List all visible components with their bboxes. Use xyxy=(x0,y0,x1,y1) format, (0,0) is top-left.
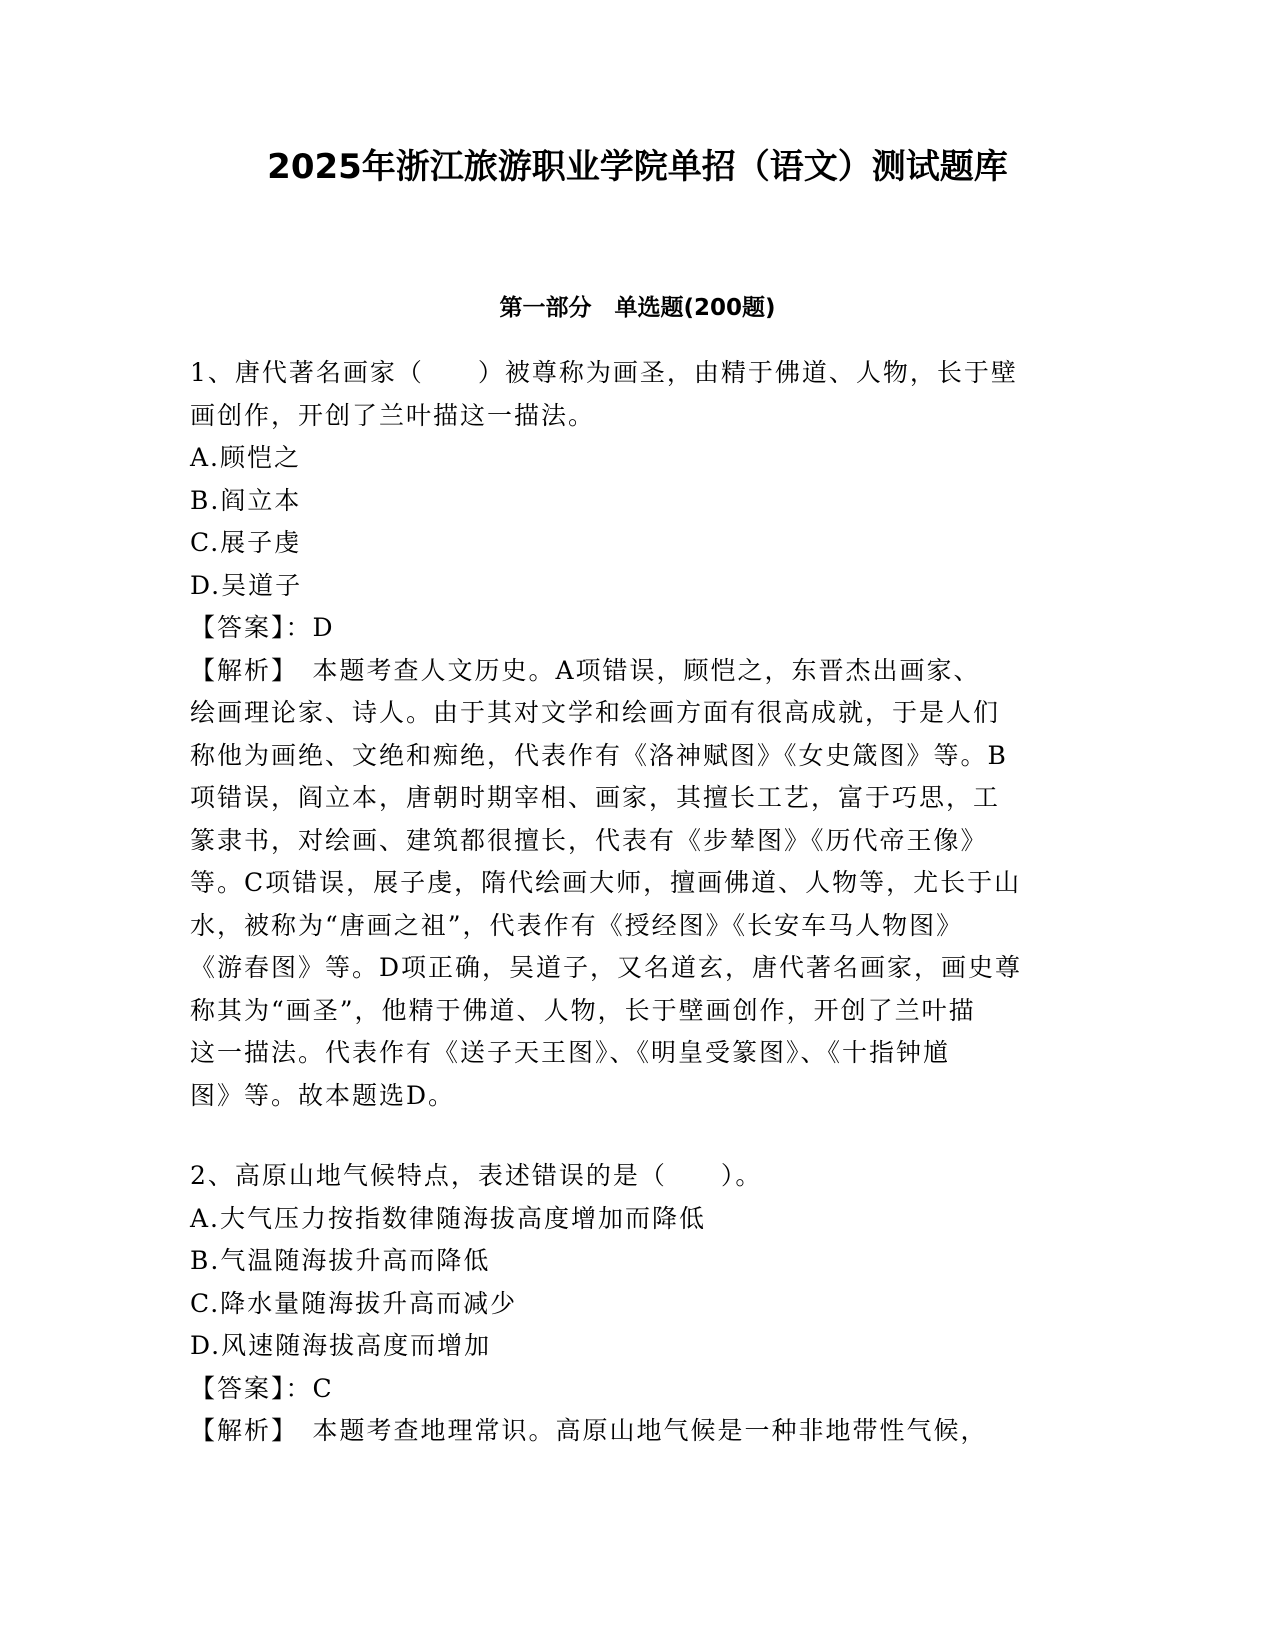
option-c: C.展子虔 xyxy=(190,528,302,557)
question-stem-line: 1、唐代著名画家（ ）被尊称为画圣，由精于佛道、人物，长于壁 xyxy=(190,358,1018,387)
question-stem-line: 画创作，开创了兰叶描这一描法。 xyxy=(190,400,596,430)
analysis-line: 称他为画绝、文绝和痴绝，代表作有《洛神赋图》《女史箴图》等。B xyxy=(190,740,1008,770)
option-a: A.大气压力按指数律随海拔高度增加而降低 xyxy=(190,1203,707,1233)
analysis-line: 篆隶书，对绘画、建筑都很擅长，代表有《步辇图》《历代帝王像》 xyxy=(190,825,988,855)
question-2 xyxy=(190,1155,1090,1453)
analysis-line: 绘画理论家、诗人。由于其对文学和绘画方面有很高成就，于是人们 xyxy=(190,698,1001,727)
option-d: D.吴道子 xyxy=(190,570,303,600)
option-c: C.降水量随海拔升高而减少 xyxy=(190,1288,518,1318)
option-b: B.气温随海拔升高而降低 xyxy=(190,1246,491,1275)
analysis-line: 【解析】 本题考查人文历史。A项错误，顾恺之，东晋杰出画家、 xyxy=(190,655,981,685)
option-b: B.阎立本 xyxy=(190,485,302,515)
answer-line: 【答案】：D xyxy=(190,613,335,642)
document-title: 2025年浙江旅游职业学院单招（语文）测试题库 xyxy=(267,147,1008,187)
analysis-line: 称其为“画圣”，他精于佛道、人物，长于壁画创作，开创了兰叶描 xyxy=(190,995,976,1025)
analysis-line: 这一描法。代表作有《送子天王图》、《明皇受篆图》、《十指钟馗 xyxy=(190,1038,951,1067)
option-a: A.顾恺之 xyxy=(190,443,302,472)
question-1 xyxy=(190,352,1090,1117)
analysis-line: 水，被称为“唐画之祖”，代表作有《授经图》《长安车马人物图》 xyxy=(190,910,964,940)
analysis-line: 等。C项错误，展子虔，隋代绘画大师，擅画佛道、人物等，尤长于山 xyxy=(190,868,1022,897)
analysis-line: 项错误，阎立本，唐朝时期宰相、画家，其擅长工艺，富于巧思，工 xyxy=(190,783,1001,812)
analysis-line: 【解析】 本题考查地理常识。高原山地气候是一种非地带性气候， xyxy=(190,1416,988,1445)
section-title: 第一部分 单选题(200题) xyxy=(499,295,776,321)
analysis-line: 《游春图》等。D项正确，吴道子，又名道玄，唐代著名画家，画史尊 xyxy=(190,953,1023,982)
answer-line: 【答案】：C xyxy=(190,1373,334,1403)
analysis-line: 图》等。故本题选D。 xyxy=(190,1080,456,1110)
question-stem-line: 2、高原山地气候特点，表述错误的是（ ）。 xyxy=(190,1161,763,1190)
option-d: D.风速随海拔高度而增加 xyxy=(190,1331,492,1360)
